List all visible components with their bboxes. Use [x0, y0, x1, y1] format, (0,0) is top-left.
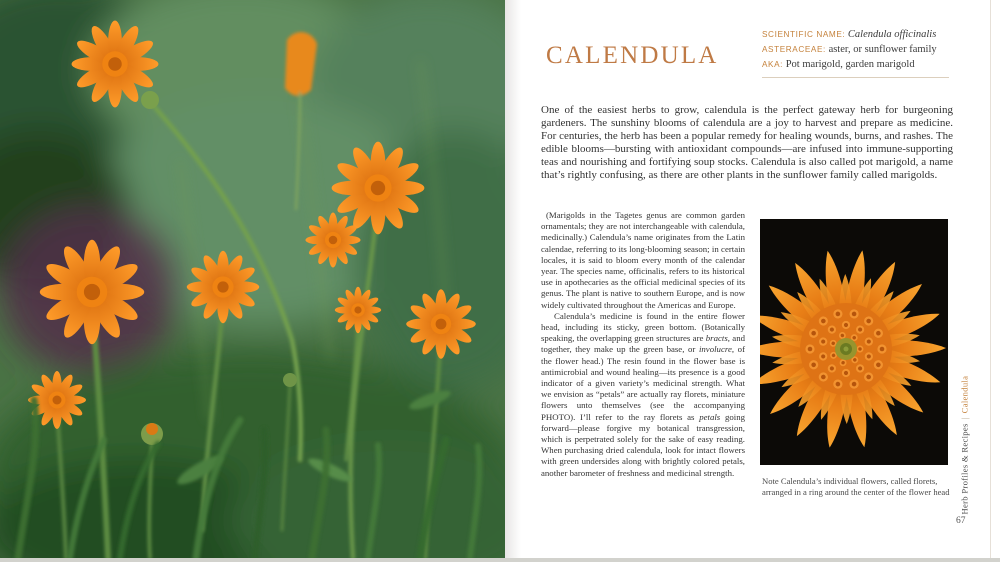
tab-separator: | [959, 417, 970, 420]
closeup-flower-image [760, 219, 948, 465]
tab-chapter-label: Calendula [959, 375, 970, 414]
para2-text: Calendula’s medicine is found in the entire flower head, including its sticky, green bottom. (Botanically speaking, the overlapping green structures are [541, 310, 745, 344]
body-paragraph-1: (Marigolds in the Tagetes genus are common garden ornamentals; they are not interchangeable with calendula, medicinally.) Calendula’s name originates from the Latin calendae, referring to its long-blooming season; in certain locales, it is said to bloom every month of the calendar year. The species name, officinalis, refers to its historical use in apothecaries as the official medicinal species of its genus. The plant is native to southern Europe, and is now widely cultivated throughout the Americas and Europe. [541, 210, 745, 310]
body-paragraph-2 [541, 311, 745, 479]
photo-caption: Note Calendula’s individual flowers, called florets, arranged in a ring around the center of the flower head [762, 476, 950, 497]
page-title: CALENDULA [546, 42, 719, 69]
edge-tab [959, 375, 973, 515]
scientific-name-row [762, 27, 968, 42]
scientific-name-value: Calendula officinalis [847, 29, 937, 40]
scientific-name-label: SCIENTIFIC NAME: [762, 30, 846, 39]
para2-italic-bracts: bracts [705, 333, 728, 344]
family-value: aster, or sunflower family [828, 44, 937, 55]
aka-row [762, 57, 968, 72]
aka-label: AKA: [762, 60, 784, 69]
page-bottom-edge [0, 558, 1000, 562]
intro-paragraph: One of the easiest herbs to grow, calendula is the perfect gateway herb for burgeoning gardeners. The sunshiny blooms of calendula are a joy to harvest and prepare as medicine. For centuries, the herb has been a popular remedy for healing wounds, burns, and rashes. The edible blooms—bursting with antioxidant compounds—are infused into immune-supporting teas and nourishing and fortifying soup stocks. Calendula is also called pot marigold, a name that’s rightly confusing, as there are other plants in the sunflower family called marigolds. [541, 104, 953, 182]
para2-italic-involucre: involucre [698, 344, 732, 355]
family-row [762, 42, 968, 57]
para2-italic-petals: petals [699, 411, 721, 422]
species-info-block [762, 27, 968, 72]
family-label: ASTERACEAE: [762, 45, 826, 54]
aka-value: Pot marigold, garden marigold [785, 59, 915, 70]
para2-text: , and together, they make up the green base, or [541, 333, 745, 355]
floret-closeup-photo [760, 219, 948, 465]
body-column [541, 210, 745, 479]
info-divider [762, 77, 949, 78]
page-number: 67 [956, 516, 966, 526]
page-right-edge [990, 0, 991, 558]
tab-section-label: Herb Profiles & Recipes [959, 423, 970, 515]
para2-text: going forward—please forgive my botanical transgression, which is perpetrated solely for the sake of easy reading. When purchasing dried calendula, look for intact flowers with green undersides along with brightly colored petals, another barometer of freshness and medicinal strength. [541, 411, 745, 478]
right-page [505, 0, 1000, 558]
para2-text: , of the flower head.) The resin found in the flower base is antimicrobial and wound healing—its presence is a good indicator of a given variety’s medicinal strength. What we envision as “petals” are actually ray florets, miniature flowers unto themselves (see the accompanying PHOTO). I’ll refer to the ray florets as [541, 344, 745, 422]
